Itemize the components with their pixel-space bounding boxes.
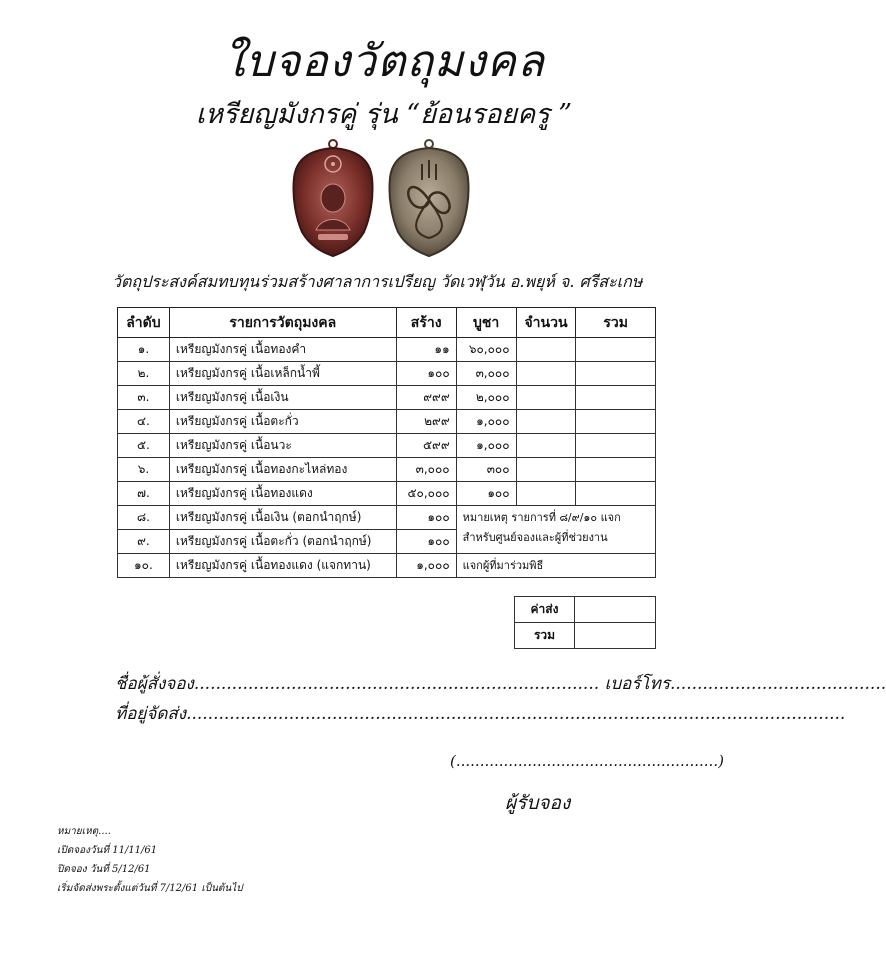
row-made: ๑๐๐ <box>396 530 456 554</box>
row-item: เหรียญมังกรคู่ เนื้อนวะ <box>169 434 396 458</box>
row-made: ๓,๐๐๐ <box>396 458 456 482</box>
front-medal-icon <box>293 140 372 256</box>
row-item: เหรียญมังกรคู่ เนื้อทองกะไหล่ทอง <box>169 458 396 482</box>
notes-block <box>57 822 243 898</box>
row-total-cell[interactable] <box>576 482 656 506</box>
row-item: เหรียญมังกรคู่ เนื้อตะกั่ว <box>169 410 396 434</box>
row-number: ๑. <box>118 338 170 362</box>
row-price: ๑,๐๐๐ <box>456 434 516 458</box>
table-row <box>118 410 656 434</box>
name-phone-line <box>115 670 886 697</box>
receiver-label: ผู้รับจอง <box>505 792 571 814</box>
row-item: เหรียญมังกรคู่ เนื้อตะกั่ว (ตอกนำฤกษ์) <box>169 530 396 554</box>
row-made: ๒๙๙ <box>396 410 456 434</box>
row-number: ๑๐. <box>118 554 170 578</box>
phone-field[interactable]: ........................................ <box>669 674 886 694</box>
row-price: ๑,๐๐๐ <box>456 410 516 434</box>
table-row <box>118 362 656 386</box>
row-quantity-cell[interactable] <box>516 458 576 482</box>
row-item: เหรียญมังกรคู่ เนื้อเงิน (ตอกนำฤกษ์) <box>169 506 396 530</box>
row-quantity-cell[interactable] <box>516 338 576 362</box>
notes-ship-date: เริ่มจัดส่งพระตั้งแต่วันที่ 7/12/61 เป็นต้นไป <box>57 883 243 894</box>
totals-table <box>514 596 656 649</box>
table-row <box>118 554 656 578</box>
row-made: ๕๐,๐๐๐ <box>396 482 456 506</box>
name-label: ชื่อผู้สั่งจอง <box>115 674 194 694</box>
shipping-row <box>515 597 656 623</box>
address-label: ที่อยู่จัดส่ง <box>115 704 187 724</box>
row-total-cell[interactable] <box>576 362 656 386</box>
row-quantity-cell[interactable] <box>516 434 576 458</box>
row-quantity-cell[interactable] <box>516 362 576 386</box>
table-row <box>118 338 656 362</box>
row-total-cell[interactable] <box>576 434 656 458</box>
row-item: เหรียญมังกรคู่ เนื้อเงิน <box>169 386 396 410</box>
row-made: ๑๐๐ <box>396 362 456 386</box>
row-price: ๒,๐๐๐ <box>456 386 516 410</box>
header-price: บูชา <box>456 308 516 338</box>
notes-close-date: ปิดจอง วันที่ 5/12/61 <box>57 864 151 875</box>
row-made: ๙๙๙ <box>396 386 456 410</box>
row-price: ๓๐๐ <box>456 458 516 482</box>
header-total: รวม <box>576 308 656 338</box>
shipping-cell[interactable] <box>575 597 656 623</box>
row-item: เหรียญมังกรคู่ เนื้อทองคำ <box>169 338 396 362</box>
purpose-statement: วัตถุประสงค์สมทบทุนร่วมสร้างศาลาการเปรียญ วัดเวฬุวัน อ.พยุห์ จ. ศรีสะเกษ <box>112 272 643 291</box>
table-row <box>118 434 656 458</box>
order-table <box>117 307 656 578</box>
header-quantity: จำนวน <box>516 308 576 338</box>
back-medal-icon <box>389 140 468 256</box>
row-total-cell[interactable] <box>576 386 656 410</box>
table-header-row <box>118 308 656 338</box>
grand-total-cell[interactable] <box>575 623 656 649</box>
signature-line[interactable]: (.......................................................) <box>450 752 724 770</box>
row-price: ๑๐๐ <box>456 482 516 506</box>
row-item: เหรียญมังกรคู่ เนื้อเหล็กน้ำพี้ <box>169 362 396 386</box>
row-made: ๑,๐๐๐ <box>396 554 456 578</box>
notes-open-date: เปิดจองวันที่ 11/11/61 <box>57 845 158 856</box>
row-made: ๑๐๐ <box>396 506 456 530</box>
row-number: ๙. <box>118 530 170 554</box>
row-quantity-cell[interactable] <box>516 386 576 410</box>
row-price: ๖๐,๐๐๐ <box>456 338 516 362</box>
shipping-label: ค่าส่ง <box>515 597 575 623</box>
table-row <box>118 386 656 410</box>
row-number: ๒. <box>118 362 170 386</box>
address-field[interactable]: .......................................................................................................................... <box>186 704 846 724</box>
page-subtitle: เหรียญมังกรคู่ รุ่น “ย้อนรอยครู ” <box>195 99 573 130</box>
notes-heading: หมายเหตุ.... <box>57 826 111 837</box>
row-number: ๕. <box>118 434 170 458</box>
row-made: ๕๙๙ <box>396 434 456 458</box>
row-price: ๓,๐๐๐ <box>456 362 516 386</box>
page-title: ใบจองวัตถุมงคล <box>223 36 545 87</box>
table-row <box>118 482 656 506</box>
row-number: ๔. <box>118 410 170 434</box>
header-order: ลำดับ <box>118 308 170 338</box>
phone-label: เบอร์โทร <box>604 674 670 694</box>
table-row <box>118 458 656 482</box>
row-total-cell[interactable] <box>576 410 656 434</box>
remark-note: หมายเหตุ รายการที่ ๘/๙/๑๐ แจกสำหรับศูนย์จองและผู้ที่ช่วยงาน <box>456 506 655 554</box>
grand-total-label: รวม <box>515 623 575 649</box>
medal-images <box>288 138 474 258</box>
row-number: ๘. <box>118 506 170 530</box>
row-quantity-cell[interactable] <box>516 482 576 506</box>
row-number: ๖. <box>118 458 170 482</box>
row-total-cell[interactable] <box>576 338 656 362</box>
table-row <box>118 506 656 530</box>
row-quantity-cell[interactable] <box>516 410 576 434</box>
address-line <box>115 700 845 727</box>
header-item: รายการวัตถุมงคล <box>169 308 396 338</box>
row-item: เหรียญมังกรคู่ เนื้อทองแดง <box>169 482 396 506</box>
row-total-cell[interactable] <box>576 458 656 482</box>
row-made: ๑๑ <box>396 338 456 362</box>
row-number: ๓. <box>118 386 170 410</box>
remark-note-attendees: แจกผู้ที่มาร่วมพิธี <box>456 554 655 578</box>
grand-total-row <box>515 623 656 649</box>
name-field[interactable]: ........................................................................... <box>193 674 600 694</box>
row-item: เหรียญมังกรคู่ เนื้อทองแดง (แจกทาน) <box>169 554 396 578</box>
row-number: ๗. <box>118 482 170 506</box>
header-made: สร้าง <box>396 308 456 338</box>
